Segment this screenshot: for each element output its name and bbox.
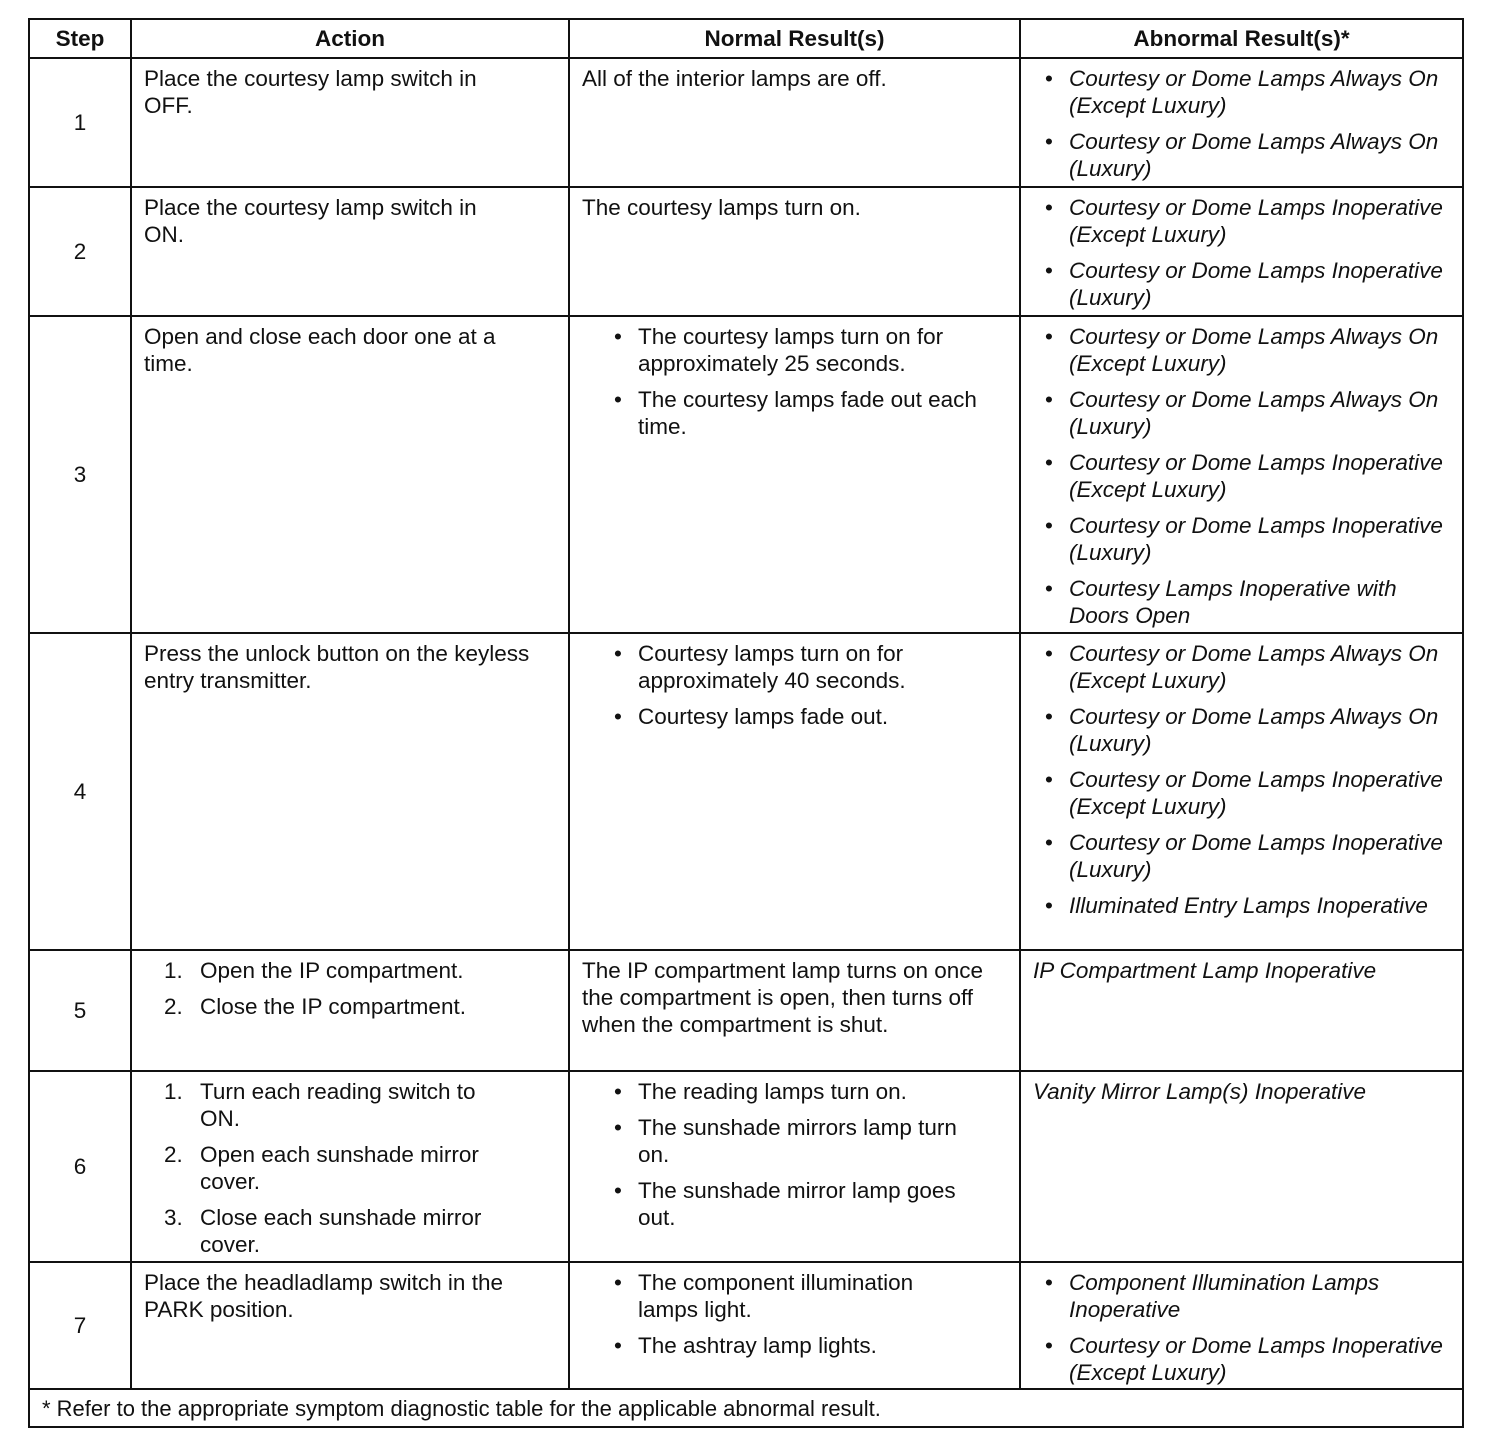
normal-result-cell [569, 950, 1020, 1071]
abnormal-result-cell [1020, 633, 1463, 950]
list-item: 2. Open each sunshade mirror cover. [164, 1142, 479, 1194]
normal-result-cell [569, 1071, 1020, 1262]
diagnostic-table [28, 18, 1464, 1428]
list-item: • The reading lamps turn on. [638, 1078, 968, 1105]
normal-result-cell [569, 187, 1020, 316]
action-cell [131, 1262, 569, 1389]
header-step: Step [29, 19, 131, 58]
table-row [29, 1071, 1463, 1262]
list-item: • The ashtray lamp lights. [638, 1332, 968, 1359]
list-item: • Courtesy or Dome Lamps Always On (Luxury) [1069, 386, 1450, 440]
normal-result-cell [569, 58, 1020, 187]
step-number: 6 [29, 1071, 131, 1262]
list-item: • Courtesy or Dome Lamps Inoperative (Except Luxury) [1069, 1332, 1450, 1386]
list-item: • The courtesy lamps turn on for approximately 25 seconds. [638, 323, 1007, 377]
step-number: 5 [29, 950, 131, 1071]
normal-result-cell [569, 316, 1020, 633]
list-item: • Courtesy or Dome Lamps Always On (Luxury) [1069, 703, 1450, 757]
list-item: • The courtesy lamps fade out each time. [638, 386, 1007, 440]
list-item: • Component Illumination Lamps Inoperative [1069, 1269, 1450, 1323]
abnormal-result-list [1033, 194, 1450, 311]
footnote: * Refer to the appropriate symptom diagnostic table for the applicable abnormal result. [29, 1389, 1463, 1427]
abnormal-result-list [1033, 65, 1450, 182]
list-item: 1. Turn each reading switch to ON. [164, 1079, 476, 1131]
action-cell [131, 187, 569, 316]
list-item: • Courtesy or Dome Lamps Always On (Except Luxury) [1069, 65, 1450, 119]
abnormal-result-list [1033, 640, 1450, 919]
footnote-row [29, 1389, 1463, 1427]
abnormal-result-text: IP Compartment Lamp Inoperative [1033, 958, 1377, 983]
list-item: 2. Close the IP compartment. [164, 994, 466, 1019]
action-cell [131, 58, 569, 187]
normal-result-text: The courtesy lamps turn on. [582, 195, 861, 220]
list-item: • The sunshade mirror lamp goes out. [638, 1177, 968, 1231]
abnormal-result-cell [1020, 1071, 1463, 1262]
list-item: • Courtesy or Dome Lamps Inoperative (Except Luxury) [1069, 766, 1450, 820]
list-item: • The component illumination lamps light. [638, 1269, 968, 1323]
list-item: • Courtesy or Dome Lamps Always On (Luxury) [1069, 128, 1450, 182]
list-item: • Courtesy or Dome Lamps Inoperative (Luxury) [1069, 829, 1450, 883]
action-text: Place the courtesy lamp switch in OFF. [144, 66, 477, 118]
abnormal-result-text: Vanity Mirror Lamp(s) Inoperative [1033, 1079, 1367, 1104]
action-text: Place the headladlamp switch in the PARK position. [144, 1270, 503, 1322]
list-item: • Courtesy or Dome Lamps Inoperative (Except Luxury) [1069, 449, 1450, 503]
action-cell [131, 1071, 569, 1262]
list-item: • Courtesy Lamps Inoperative with Doors Open [1069, 575, 1450, 629]
list-item: • Courtesy or Dome Lamps Inoperative (Except Luxury) [1069, 194, 1450, 248]
table-row [29, 316, 1463, 633]
abnormal-result-cell [1020, 1262, 1463, 1389]
list-item: 3. Close each sunshade mirror cover. [164, 1205, 482, 1257]
step-number: 4 [29, 633, 131, 950]
abnormal-result-cell [1020, 950, 1463, 1071]
abnormal-result-list [1033, 1269, 1450, 1386]
action-cell [131, 633, 569, 950]
abnormal-result-cell [1020, 58, 1463, 187]
list-item: 1. Open the IP compartment. [164, 958, 464, 983]
list-item: • Courtesy or Dome Lamps Inoperative (Luxury) [1069, 512, 1450, 566]
action-cell [131, 950, 569, 1071]
header-abnormal-results: Abnormal Result(s)* [1020, 19, 1463, 58]
list-item: • Courtesy or Dome Lamps Always On (Except Luxury) [1069, 640, 1450, 694]
normal-result-text: The IP compartment lamp turns on once the compartment is open, then turns off when the compartment is shut. [582, 958, 984, 1037]
table-row [29, 1262, 1463, 1389]
header-action: Action [131, 19, 569, 58]
action-cell [131, 316, 569, 633]
header-normal-results: Normal Result(s) [569, 19, 1020, 58]
normal-result-list [582, 323, 1007, 440]
normal-result-list [582, 1078, 968, 1231]
normal-result-text: All of the interior lamps are off. [582, 66, 887, 91]
action-steps-list [144, 1078, 500, 1258]
normal-result-list [582, 640, 1007, 730]
header-row [29, 19, 1463, 58]
action-steps-list [144, 957, 556, 1020]
normal-result-cell [569, 1262, 1020, 1389]
list-item: • The sunshade mirrors lamp turn on. [638, 1114, 968, 1168]
table-row [29, 58, 1463, 187]
step-number: 1 [29, 58, 131, 187]
normal-result-list [582, 1269, 968, 1359]
abnormal-result-list [1033, 323, 1450, 629]
normal-result-cell [569, 633, 1020, 950]
list-item: • Illuminated Entry Lamps Inoperative [1069, 892, 1450, 919]
list-item: • Courtesy or Dome Lamps Always On (Except Luxury) [1069, 323, 1450, 377]
action-text: Open and close each door one at a time. [144, 324, 496, 376]
table-row [29, 633, 1463, 950]
abnormal-result-cell [1020, 187, 1463, 316]
action-text: Press the unlock button on the keyless entry transmitter. [144, 641, 530, 693]
abnormal-result-cell [1020, 316, 1463, 633]
step-number: 3 [29, 316, 131, 633]
step-number: 2 [29, 187, 131, 316]
action-text: Place the courtesy lamp switch in ON. [144, 195, 477, 247]
step-number: 7 [29, 1262, 131, 1389]
table-row [29, 187, 1463, 316]
list-item: • Courtesy or Dome Lamps Inoperative (Luxury) [1069, 257, 1450, 311]
table-row [29, 950, 1463, 1071]
list-item: • Courtesy lamps turn on for approximately 40 seconds. [638, 640, 1007, 694]
list-item: • Courtesy lamps fade out. [638, 703, 1007, 730]
